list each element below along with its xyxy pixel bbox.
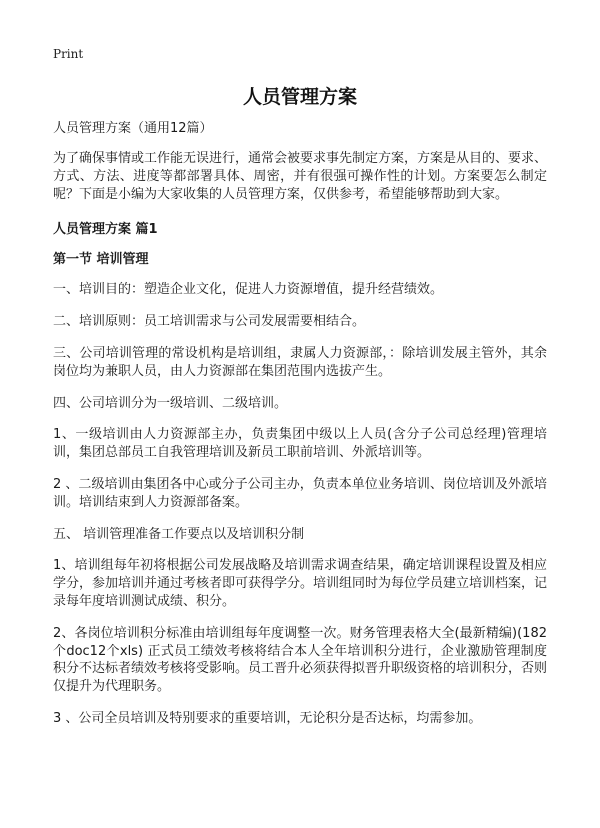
list-item: 3 、公司全员培训及特别要求的重要培训，无论积分是否达标，均需参加。 [53, 710, 482, 726]
list-item: 2 、二级培训由集团各中心或分子公司主办，负责本单位业务培训、岗位培训及外派培训。培训结束到人力资源部备案。 [53, 476, 547, 510]
list-item: 1、一级培训由人力资源部主办，负责集团中级以上人员(含分子公司总经理)管理培训，集团总部员工自我管理培训及新员工职前培训、外派培训等。 [53, 427, 547, 461]
list-item: 五、 培训管理准备工作要点以及培训积分制 [53, 526, 305, 542]
list-item: 2、各岗位培训积分标准由培训组每年度调整一次。财务管理表格大全(最新精编)(182个doc12个xls) 正式员工绩效考核将结合本人全年培训积分进行，企业激励管理制度积分不达标者绩效考核将受影响。员工晋升必须获得拟晋升职级资格的培训积分，否则仅提升为代理职务。 [53, 625, 548, 695]
article-heading: 人员管理方案 篇1 [53, 222, 158, 238]
document-subtitle: 人员管理方案（通用12篇） [53, 121, 213, 136]
list-item: 二、培训原则：员工培训需求与公司发展需要相结合。 [53, 314, 366, 330]
list-item: 一、培训目的：塑造企业文化，促进人力资源增值，提升经营绩效。 [53, 282, 444, 298]
list-item: 四、公司培训分为一级培训、二级培训。 [53, 395, 288, 411]
list-item: 三、公司培训管理的常设机构是培训组，隶属人力资源部，：除培训发展主管外，其余岗位均为兼职人员，由人力资源部在集团范围内选拔产生。 [53, 345, 547, 379]
intro-paragraph: 为了确保事情或工作能无误进行，通常会被要求事先制定方案，方案是从目的、要求、方式、方法、进度等都部署具体、周密，并有很强可操作性的计划。方案要怎么制定呢？下面是小编为大家收集的人员管理方案，仅供参考，希望能够帮助到大家。 [53, 151, 548, 202]
content-list [53, 281, 547, 727]
page-title: 人员管理方案 [242, 86, 357, 108]
print-link[interactable]: Print [53, 47, 84, 61]
list-item: 1、培训组每年初将根据公司发展战略及培训需求调查结果，确定培训课程设置及相应学分，参加培训并通过考核者即可获得学分。培训组同时为每位学员建立培训档案，记录每年度培训测试成绩、积分。 [53, 558, 548, 609]
section-heading: 第一节 培训管理 [53, 252, 149, 268]
document-body [53, 120, 547, 742]
